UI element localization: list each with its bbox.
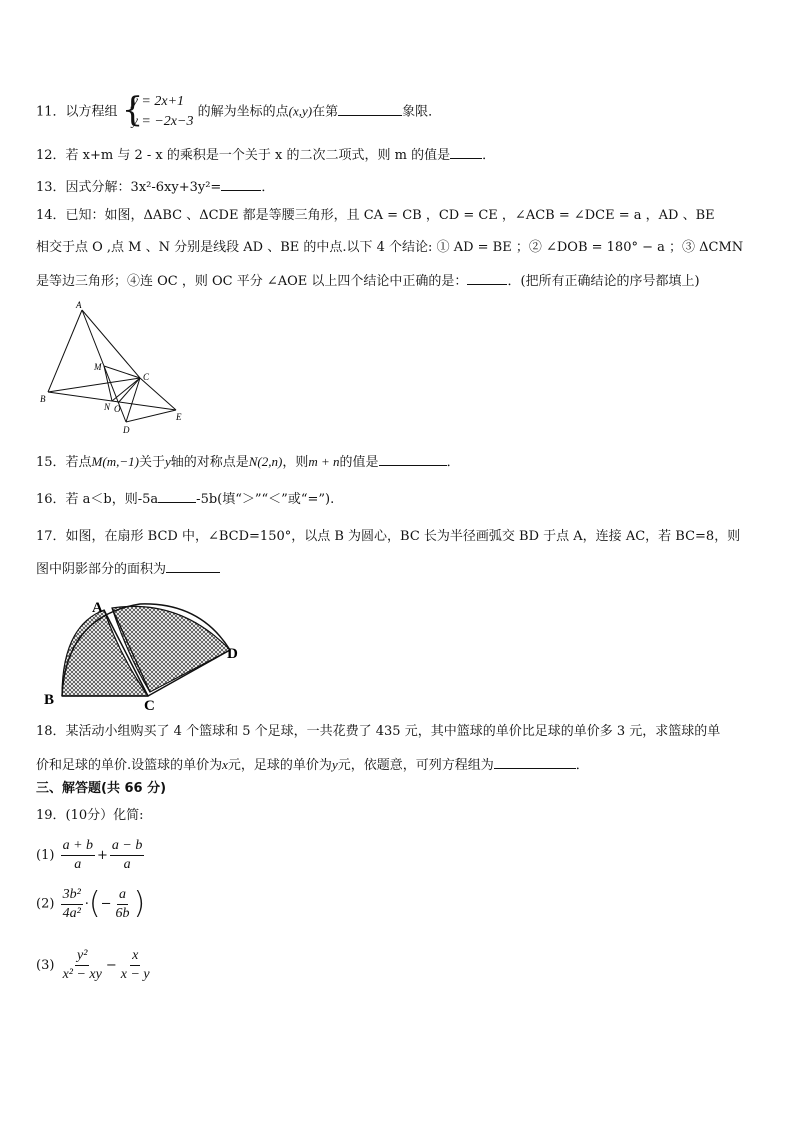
q18-line2b: 元，足球的单价为	[227, 758, 332, 773]
numerator: a − b	[110, 837, 144, 856]
fraction	[114, 886, 132, 923]
q15-f: N(2,n)	[248, 454, 283, 469]
question-13	[36, 176, 274, 198]
q18-line1: 18．某活动小组购买了 4 个篮球和 5 个足球，一共花费了 435 元，其中篮球的单价比足球的单价多 3 元，求篮球的单	[36, 724, 721, 739]
label-N: N	[104, 402, 111, 412]
question-18-line1	[36, 722, 720, 742]
q15-d: y	[164, 454, 171, 469]
question-14-line2	[36, 238, 743, 258]
question-14-line1	[36, 206, 715, 226]
fraction	[110, 837, 144, 874]
q18-x: x	[222, 757, 228, 772]
q14-line1: 14．已知：如图，ΔABC 、ΔCDE 都是等腰三角形，且 CA = CB ，CD = CE ，∠ACB = ∠DCE = a ，AD 、BE	[36, 208, 715, 223]
numerator: a + b	[61, 837, 95, 856]
right-paren: )	[133, 886, 146, 921]
left-brace: {	[121, 90, 144, 130]
question-17-line1	[36, 527, 740, 547]
part-label: (3)	[36, 958, 55, 973]
sector-figure	[40, 596, 250, 712]
equation-1: y = 2x+1	[131, 94, 185, 109]
label-A: A	[92, 600, 103, 616]
q12-end: ．	[482, 148, 496, 163]
q16-text: 16．若 a＜b，则-5a	[36, 492, 159, 507]
label-O: O	[114, 404, 121, 414]
q14-line3b: ．(把所有正确结论的序号都填上)	[507, 274, 700, 289]
fraction	[61, 886, 83, 923]
question-19-head: 19．(10分）化简:	[36, 808, 144, 823]
label-E: E	[176, 412, 182, 422]
denominator: x² − xy	[62, 967, 102, 982]
q16-mid: -5b(填“＞”“＜”或“=”).	[196, 492, 335, 507]
q13-end: ．	[261, 180, 275, 195]
q19-part3	[36, 946, 154, 986]
label-C: C	[144, 698, 155, 712]
q11-suffix1: 在第	[312, 104, 339, 120]
equation-2: y = −2x−3	[131, 114, 194, 129]
question-14-line3	[36, 270, 700, 292]
q13-text: 13．因式分解：3x²-6xy+3y²=	[36, 180, 222, 195]
question-12	[36, 144, 495, 166]
section-heading: 三、解答题(共 66 分)	[36, 781, 167, 796]
label-D: D	[123, 425, 130, 435]
operator: +	[97, 848, 108, 863]
question-18-line2	[36, 754, 589, 776]
fraction	[61, 947, 104, 984]
denominator: a	[123, 857, 131, 872]
operator: ·	[84, 896, 89, 912]
q18-line2c: 元，依题意，可列方程组为	[337, 758, 494, 773]
answer-blank[interactable]	[166, 558, 220, 573]
answer-blank[interactable]	[450, 144, 482, 159]
left-paren: (	[88, 886, 101, 921]
q15-h: m + n	[308, 454, 340, 469]
q18-line2a: 价和足球的单价.设篮球的单价为	[36, 758, 223, 773]
question-17-line2	[36, 558, 220, 580]
q15-g: ，则	[282, 455, 309, 470]
numerator: x	[130, 947, 140, 966]
q11-prefix: 11．以方程组	[36, 104, 118, 120]
q17-line1: 17．如图，在扇形 BCD 中，∠BCD=150°，以点 B 为圆心，BC 长为半径画弧交 BD 于点 A，连接 AC，若 BC=8，则	[36, 529, 741, 544]
q11-mid: 的解为坐标的点	[197, 104, 289, 120]
part-label: (1)	[36, 848, 55, 863]
answer-blank[interactable]	[158, 488, 196, 503]
label-M: M	[94, 362, 102, 372]
operator: −	[105, 958, 117, 973]
question-16	[36, 488, 334, 510]
label-B: B	[44, 692, 55, 708]
answer-blank[interactable]	[494, 754, 576, 769]
q18-end: ．	[575, 758, 589, 773]
label-A: A	[76, 300, 82, 310]
q11-suffix2: 象限．	[402, 104, 442, 120]
q14-line2: 相交于点 O ,点 M 、N 分别是线段 AD 、BE 的中点.以下 4 个结论: ① AD = BE ；② ∠DOB = 180° − a ；③ ΔCMN	[36, 240, 744, 255]
denominator: a	[74, 857, 82, 872]
q15-i: 的值是	[339, 455, 379, 470]
q17-line2: 图中阴影部分的面积为	[36, 562, 167, 577]
q11-point: (x,y)	[288, 103, 313, 119]
numerator: y²	[75, 947, 89, 966]
equation-system	[122, 92, 194, 132]
label-B: B	[40, 394, 46, 404]
answer-blank[interactable]	[338, 101, 402, 116]
label-C: C	[143, 372, 150, 382]
q15-b: M(m,−1)	[91, 454, 139, 469]
part-label: (2)	[36, 896, 55, 912]
fraction	[119, 947, 152, 984]
q15-c: 关于	[138, 455, 165, 470]
q15-end: ．	[446, 455, 460, 470]
question-11	[36, 92, 441, 132]
answer-blank[interactable]	[379, 451, 447, 466]
answer-blank[interactable]	[221, 176, 261, 191]
q15-a: 15．若点	[36, 455, 92, 470]
q15-e: 轴的对称点是	[170, 455, 249, 470]
denominator: 6b	[115, 905, 130, 921]
denominator: 4a²	[62, 905, 81, 921]
q14-line3a: 是等边三角形；④连 OC ，则 OC 平分 ∠AOE 以上四个结论中正确的是：	[36, 274, 468, 289]
q12-text: 12．若 x+m 与 2 - x 的乘积是一个关于 x 的二次二项式，则 m 的值是	[36, 148, 451, 163]
numerator: a	[117, 886, 128, 905]
negative-sign: −	[100, 896, 112, 912]
triangle-figure	[40, 298, 200, 438]
q19-part1	[36, 836, 146, 876]
fraction	[61, 837, 95, 874]
denominator: x − y	[120, 967, 150, 982]
q19-part2	[36, 884, 145, 925]
label-D: D	[227, 646, 238, 662]
numerator: 3b²	[61, 886, 83, 905]
question-15	[36, 451, 460, 473]
answer-blank[interactable]	[467, 270, 507, 285]
q18-y: y	[331, 757, 338, 772]
